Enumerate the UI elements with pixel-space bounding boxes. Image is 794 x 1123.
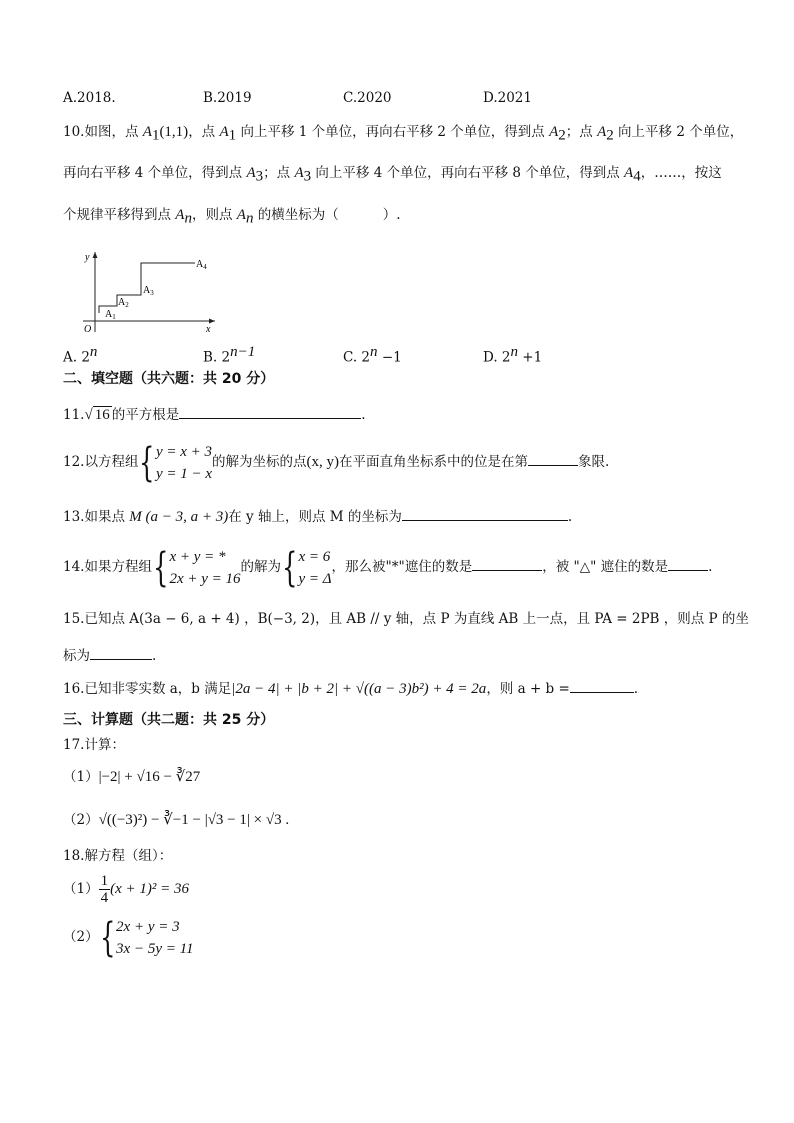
q9-option-b: B.2019 (203, 90, 252, 106)
q10-line-2: 再向右平移 4 个单位，得到点 $A_3$；点 $A_3$ 向上平移 4 个单位，再向右平移 8 个单位，得到点 $A_4$，……，按这 (63, 165, 722, 185)
q12-answer-blank[interactable] (528, 451, 578, 466)
origin-label: O (84, 324, 92, 334)
q15-line-1: 15.已知点 A(3a − 6, a + 4) ，B(−3, 2)，且 AB // y 轴，点 P 为直线 AB 上一点，且 PA = 2PB ，则点 P 的坐 (63, 611, 749, 627)
q15-line-2: 标为 . (63, 645, 156, 666)
label-a4: $A_4$ (196, 259, 207, 271)
x-axis-arrow (209, 319, 215, 324)
q14-answer-blank-1[interactable] (472, 556, 542, 571)
x-axis-label: x (206, 324, 211, 334)
section-2-heading: 二、填空题（共六题：共 20 分） (63, 371, 275, 387)
q14-answer-blank-2[interactable] (668, 556, 708, 571)
q17-part-2: （2）√((−3)²) − ∛−1 − |√3 − 1| × √3 . (63, 812, 290, 828)
q17-part-1: （1）|−2| + √16 − ∛27 (63, 769, 201, 785)
q12: 12.以方程组{ y = x + 3 y = 1 − x 的解为坐标的点(x, y)在平面直角坐标系中的位是在第 象限. (63, 439, 610, 486)
q10-staircase-figure (75, 246, 225, 334)
q16: 16.已知非零实数 a，b 满足|2a − 4| + |b + 2| + √((a − 3)b²) + 4 = 2a，则 a + b = . (63, 678, 638, 699)
y-axis-label: y (85, 252, 90, 263)
q13: 13.如果点 M (a − 3, a + 3)在 y 轴上，则点 M 的坐标为 . (63, 506, 572, 527)
q17-title: 17.计算： (63, 737, 125, 753)
q18-part-2: （2）{ 2x + y = 3 3x − 5y = 11 (63, 914, 194, 961)
q10-line-1: 10.如图，点 $A_1(1,1)$，点 $A_1$ 向上平移 1 个单位，再向右平移 2 个单位，得到点 $A_2$；点 $A_2$ 向上平移 2 个单位， (63, 124, 744, 144)
label-a3: $A_3$ (143, 285, 154, 297)
q15-answer-blank[interactable] (90, 645, 152, 660)
q16-answer-blank[interactable] (570, 678, 634, 693)
q10-option-a: A. 2$^n$ (63, 344, 98, 366)
q18-title: 18.解方程（组）： (63, 848, 173, 864)
q9-option-a: A.2018. (63, 90, 116, 106)
q11-answer-blank[interactable] (179, 404, 361, 419)
q9-option-d: D.2021 (483, 90, 532, 106)
q13-answer-blank[interactable] (402, 506, 568, 521)
q10-option-b: B. $2^{n-1}$ (203, 344, 256, 366)
label-a2: $A_2$ (118, 297, 129, 309)
q14: 14.如果方程组{ x + y = * 2x + y = 16 的解为{ x = 6 y = Δ ，那么被"*"遮住的数是 ，被 "△" 遮住的数是 . (63, 544, 713, 591)
y-axis-arrow (93, 252, 98, 258)
label-a1: $A_1$ (105, 309, 116, 321)
q10-option-d: D. $2^n +1$ (483, 344, 543, 366)
q11: 11.√ 16 的平方根是 . (63, 404, 366, 425)
q10-line-3: 个规律平移得到点 $A_n$，则点 $A_n$ 的横坐标为（ ）. (63, 207, 401, 227)
q10-option-c: C. $2^n -1$ (343, 344, 402, 366)
q18-part-1: （1） $\frac{1}{4}$ (x + 1)² = 36 (63, 873, 189, 906)
q9-option-c: C.2020 (343, 90, 392, 106)
section-3-heading: 三、计算题（共二题：共 25 分） (63, 712, 275, 728)
